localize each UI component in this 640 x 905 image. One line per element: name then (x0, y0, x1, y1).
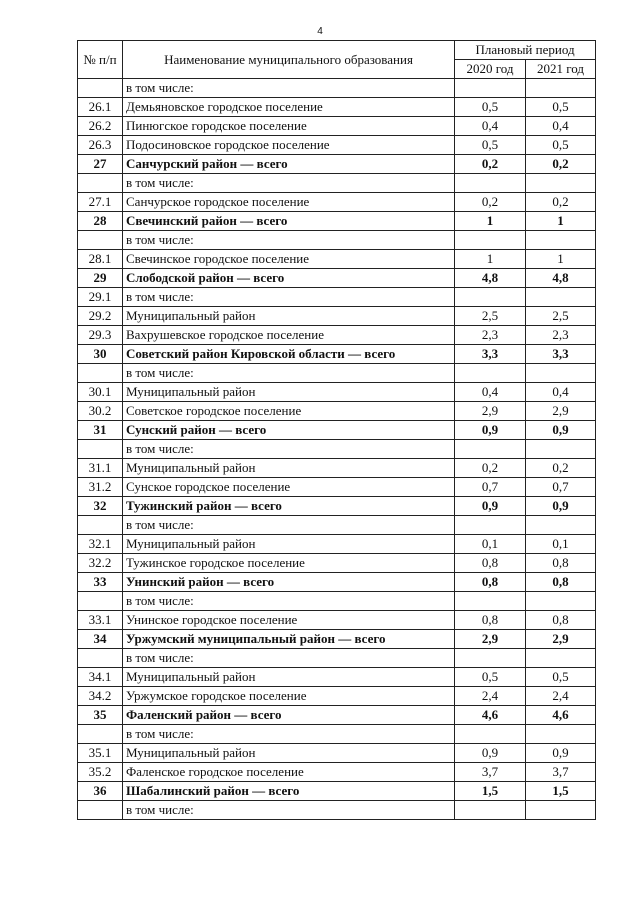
row-value-2021: 0,4 (526, 117, 596, 136)
row-number: 30.1 (78, 383, 123, 402)
row-name: в том числе: (123, 79, 455, 98)
row-number: 29.2 (78, 307, 123, 326)
row-value-2021: 0,9 (526, 497, 596, 516)
row-number (78, 592, 123, 611)
row-value-2021 (526, 801, 596, 820)
table-row (78, 592, 596, 611)
table-row (78, 497, 596, 516)
table-row (78, 307, 596, 326)
row-number (78, 231, 123, 250)
row-value-2021: 0,2 (526, 193, 596, 212)
row-value-2020 (455, 516, 526, 535)
row-value-2021 (526, 440, 596, 459)
table-row (78, 801, 596, 820)
row-value-2020 (455, 440, 526, 459)
table-row (78, 554, 596, 573)
table-row (78, 155, 596, 174)
row-number (78, 516, 123, 535)
table-row (78, 383, 596, 402)
row-name: Свечинский район — всего (123, 212, 455, 231)
row-name: в том числе: (123, 440, 455, 459)
row-value-2021 (526, 174, 596, 193)
row-name: Унинское городское поселение (123, 611, 455, 630)
row-number (78, 649, 123, 668)
row-number: 33 (78, 573, 123, 592)
row-number: 32 (78, 497, 123, 516)
row-value-2020: 0,1 (455, 535, 526, 554)
table-row (78, 535, 596, 554)
row-name: Санчурское городское поселение (123, 193, 455, 212)
row-name: Подосиновское городское поселение (123, 136, 455, 155)
row-value-2021: 1 (526, 212, 596, 231)
row-value-2021: 4,8 (526, 269, 596, 288)
table-row (78, 193, 596, 212)
row-number (78, 801, 123, 820)
header-year-2020: 2020 год (455, 60, 526, 79)
row-value-2021: 2,9 (526, 630, 596, 649)
row-number: 28.1 (78, 250, 123, 269)
row-value-2020 (455, 592, 526, 611)
row-number: 34.2 (78, 687, 123, 706)
row-name: Муниципальный район (123, 307, 455, 326)
row-value-2021: 0,8 (526, 611, 596, 630)
row-name: Муниципальный район (123, 535, 455, 554)
row-value-2021: 0,5 (526, 136, 596, 155)
row-name: в том числе: (123, 649, 455, 668)
row-value-2021: 0,4 (526, 383, 596, 402)
row-name: Сунское городское поселение (123, 478, 455, 497)
row-name: в том числе: (123, 174, 455, 193)
table-row (78, 421, 596, 440)
row-value-2020: 0,5 (455, 98, 526, 117)
row-name: в том числе: (123, 516, 455, 535)
row-value-2020: 1,5 (455, 782, 526, 801)
row-number: 35.2 (78, 763, 123, 782)
row-value-2020 (455, 79, 526, 98)
row-value-2020: 0,8 (455, 611, 526, 630)
row-value-2021: 0,7 (526, 478, 596, 497)
table-row (78, 231, 596, 250)
row-value-2020: 4,8 (455, 269, 526, 288)
row-value-2020 (455, 649, 526, 668)
row-value-2020 (455, 801, 526, 820)
table-header (78, 41, 596, 79)
row-number: 27.1 (78, 193, 123, 212)
header-name: Наименование муниципального образования (123, 41, 455, 79)
row-value-2020 (455, 364, 526, 383)
row-value-2020: 2,5 (455, 307, 526, 326)
table-row (78, 174, 596, 193)
row-name: Свечинское городское поселение (123, 250, 455, 269)
row-name: Муниципальный район (123, 459, 455, 478)
table-row (78, 440, 596, 459)
row-number (78, 174, 123, 193)
row-number: 36 (78, 782, 123, 801)
table-row (78, 212, 596, 231)
row-value-2021: 0,5 (526, 668, 596, 687)
row-number: 26.3 (78, 136, 123, 155)
row-value-2021: 0,8 (526, 573, 596, 592)
row-value-2021: 0,5 (526, 98, 596, 117)
table-row (78, 478, 596, 497)
row-number: 32.1 (78, 535, 123, 554)
row-number: 34 (78, 630, 123, 649)
row-number: 28 (78, 212, 123, 231)
row-value-2021: 0,9 (526, 744, 596, 763)
row-number: 29 (78, 269, 123, 288)
row-value-2020: 4,6 (455, 706, 526, 725)
row-value-2021 (526, 79, 596, 98)
table-row (78, 326, 596, 345)
table-row (78, 687, 596, 706)
row-number (78, 725, 123, 744)
row-value-2020: 0,4 (455, 383, 526, 402)
table-row (78, 345, 596, 364)
row-number (78, 364, 123, 383)
row-value-2020: 0,5 (455, 136, 526, 155)
row-value-2020: 0,2 (455, 155, 526, 174)
row-value-2020: 0,4 (455, 117, 526, 136)
row-number: 34.1 (78, 668, 123, 687)
row-value-2021 (526, 592, 596, 611)
table-row (78, 611, 596, 630)
table-row (78, 459, 596, 478)
row-name: в том числе: (123, 364, 455, 383)
row-value-2021: 0,2 (526, 155, 596, 174)
table-row (78, 763, 596, 782)
row-name: Тужинское городское поселение (123, 554, 455, 573)
row-name: Муниципальный район (123, 383, 455, 402)
row-name: Пинюгское городское поселение (123, 117, 455, 136)
row-value-2020: 1 (455, 250, 526, 269)
row-name: Вахрушевское городское поселение (123, 326, 455, 345)
table-row (78, 136, 596, 155)
row-number: 33.1 (78, 611, 123, 630)
row-name: Демьяновское городское поселение (123, 98, 455, 117)
row-number: 30 (78, 345, 123, 364)
row-value-2021 (526, 516, 596, 535)
row-name: Муниципальный район (123, 744, 455, 763)
page-number: 4 (317, 26, 323, 37)
row-name: в том числе: (123, 801, 455, 820)
row-value-2021: 2,4 (526, 687, 596, 706)
row-number: 29.1 (78, 288, 123, 307)
row-value-2020: 1 (455, 212, 526, 231)
row-number: 26.1 (78, 98, 123, 117)
row-value-2020: 2,4 (455, 687, 526, 706)
row-number (78, 440, 123, 459)
table-row (78, 288, 596, 307)
table-row (78, 782, 596, 801)
table-row (78, 668, 596, 687)
row-number: 35.1 (78, 744, 123, 763)
row-value-2021: 0,9 (526, 421, 596, 440)
row-value-2021: 2,9 (526, 402, 596, 421)
row-value-2020 (455, 174, 526, 193)
row-number (78, 79, 123, 98)
row-name: Сунский район — всего (123, 421, 455, 440)
row-name: Санчурский район — всего (123, 155, 455, 174)
row-value-2020: 0,8 (455, 554, 526, 573)
row-name: Уржумское городское поселение (123, 687, 455, 706)
table-row (78, 573, 596, 592)
table-row (78, 250, 596, 269)
row-name: Уржумский муниципальный район — всего (123, 630, 455, 649)
table-row (78, 649, 596, 668)
table-row (78, 98, 596, 117)
row-name: Тужинский район — всего (123, 497, 455, 516)
row-number: 26.2 (78, 117, 123, 136)
row-value-2021: 3,7 (526, 763, 596, 782)
row-value-2021: 0,1 (526, 535, 596, 554)
row-value-2020: 3,7 (455, 763, 526, 782)
table-row (78, 402, 596, 421)
row-name: Шабалинский район — всего (123, 782, 455, 801)
table-row (78, 117, 596, 136)
row-name: в том числе: (123, 231, 455, 250)
row-value-2021: 3,3 (526, 345, 596, 364)
row-value-2021: 1 (526, 250, 596, 269)
row-number: 31.2 (78, 478, 123, 497)
row-value-2021: 4,6 (526, 706, 596, 725)
row-value-2020: 0,8 (455, 573, 526, 592)
row-value-2020: 2,9 (455, 402, 526, 421)
row-value-2021 (526, 231, 596, 250)
row-number: 27 (78, 155, 123, 174)
row-value-2020: 2,3 (455, 326, 526, 345)
row-number: 29.3 (78, 326, 123, 345)
row-value-2021: 0,8 (526, 554, 596, 573)
row-value-2020: 0,7 (455, 478, 526, 497)
row-name: Советский район Кировской области — всего (123, 345, 455, 364)
header-year-2021: 2021 год (526, 60, 596, 79)
row-value-2021: 2,5 (526, 307, 596, 326)
row-value-2020: 0,9 (455, 497, 526, 516)
row-name: Фаленский район — всего (123, 706, 455, 725)
header-period: Плановый период (455, 41, 596, 60)
row-name: в том числе: (123, 592, 455, 611)
table-row (78, 744, 596, 763)
row-name: в том числе: (123, 725, 455, 744)
row-value-2020 (455, 725, 526, 744)
row-value-2020 (455, 231, 526, 250)
row-value-2020: 0,5 (455, 668, 526, 687)
table-row (78, 364, 596, 383)
row-value-2020: 0,2 (455, 459, 526, 478)
row-value-2021: 1,5 (526, 782, 596, 801)
row-name: в том числе: (123, 288, 455, 307)
row-number: 35 (78, 706, 123, 725)
table-row (78, 725, 596, 744)
row-value-2021 (526, 364, 596, 383)
table-row (78, 269, 596, 288)
row-value-2020 (455, 288, 526, 307)
row-value-2021: 0,2 (526, 459, 596, 478)
header-num: № п/п (78, 41, 123, 79)
row-value-2021: 2,3 (526, 326, 596, 345)
row-name: Муниципальный район (123, 668, 455, 687)
row-number: 31.1 (78, 459, 123, 478)
table-row (78, 706, 596, 725)
table-body (78, 79, 596, 820)
row-value-2021 (526, 725, 596, 744)
row-number: 32.2 (78, 554, 123, 573)
row-name: Слободской район — всего (123, 269, 455, 288)
row-value-2020: 0,2 (455, 193, 526, 212)
row-number: 30.2 (78, 402, 123, 421)
row-number: 31 (78, 421, 123, 440)
row-value-2021 (526, 649, 596, 668)
row-value-2020: 0,9 (455, 744, 526, 763)
row-name: Унинский район — всего (123, 573, 455, 592)
table-row (78, 516, 596, 535)
row-value-2020: 3,3 (455, 345, 526, 364)
row-name: Советское городское поселение (123, 402, 455, 421)
row-value-2020: 0,9 (455, 421, 526, 440)
table-row (78, 79, 596, 98)
budget-table (77, 40, 596, 820)
row-value-2020: 2,9 (455, 630, 526, 649)
row-value-2021 (526, 288, 596, 307)
table-row (78, 630, 596, 649)
row-name: Фаленское городское поселение (123, 763, 455, 782)
